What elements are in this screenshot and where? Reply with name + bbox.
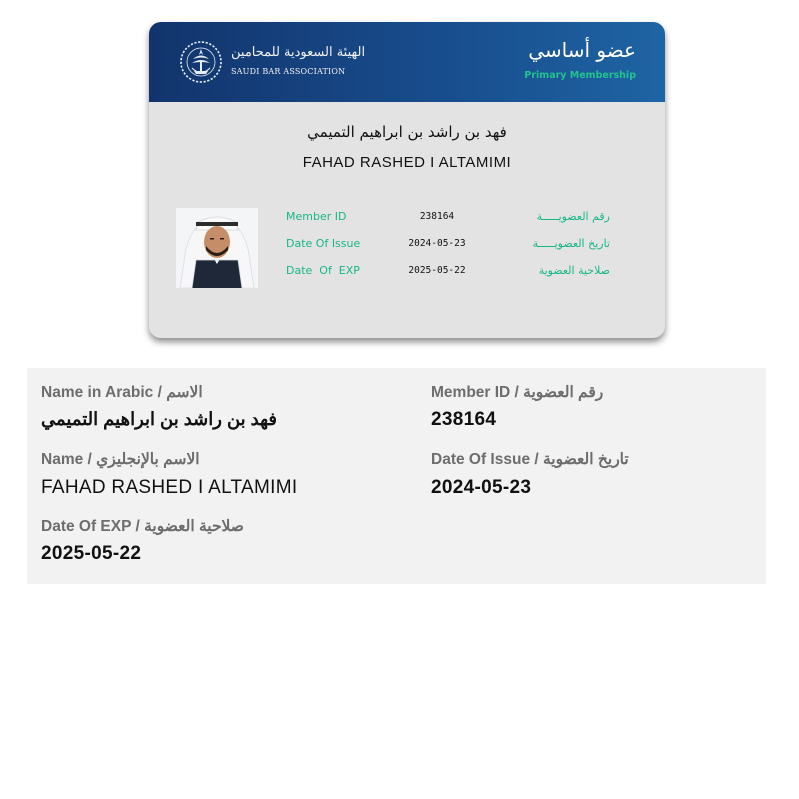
card-field-label-arabic: صلاحية العضوية: [538, 264, 610, 277]
association-emblem-icon: [177, 40, 225, 84]
member-id-label: Member ID / رقم العضوية: [431, 384, 604, 401]
card-field-member-id: [286, 210, 610, 226]
card-field-value: 2024-05-23: [408, 238, 466, 249]
membership-details-panel: [27, 368, 766, 584]
membership-card: [149, 22, 665, 338]
card-field-label-arabic: تاريخ العضويـــــة: [532, 237, 610, 250]
member-photo: [176, 208, 258, 288]
expiry-date-label: Date Of EXP / صلاحية العضوية: [41, 518, 244, 535]
name-arabic-value: فهد بن راشد بن ابراهيم التميمي: [41, 409, 278, 429]
association-name-arabic: الهيئة السعودية للمحامين: [231, 45, 366, 60]
card-header: [149, 22, 665, 102]
card-field-value: 238164: [419, 211, 455, 222]
membership-type-english: Primary Membership: [524, 70, 636, 81]
card-field-date-of-issue: [286, 237, 610, 253]
membership-type-arabic: عضو أساسي: [528, 38, 636, 62]
card-holder-name-english: FAHAD RASHED I ALTAMIMI: [302, 154, 512, 171]
card-field-value: 2025-05-22: [408, 265, 466, 276]
name-english-value: FAHAD RASHED I ALTAMIMI: [41, 477, 298, 498]
name-arabic-label: Name in Arabic / الاسم: [41, 384, 203, 401]
card-field-label: Member ID: [286, 210, 347, 223]
card-field-date-of-exp: [286, 264, 610, 280]
card-field-label: Date Of Issue: [286, 237, 361, 250]
card-field-label: Date Of EXP: [286, 264, 360, 277]
name-english-label: Name / الاسم بالإنجليزي: [41, 451, 200, 468]
card-holder-name-arabic: فهد بن راشد بن ابراهيم التميمي: [307, 123, 507, 141]
expiry-date-value: 2025-05-22: [41, 543, 142, 564]
issue-date-value: 2024-05-23: [431, 477, 532, 498]
association-name-english: SAUDI BAR ASSOCIATION: [231, 67, 346, 76]
member-portrait-icon: [176, 208, 258, 288]
member-id-value: 238164: [431, 409, 497, 430]
card-field-label-arabic: رقم العضويـــــة: [536, 210, 610, 223]
issue-date-label: Date Of Issue / تاريخ العضوية: [431, 451, 629, 468]
